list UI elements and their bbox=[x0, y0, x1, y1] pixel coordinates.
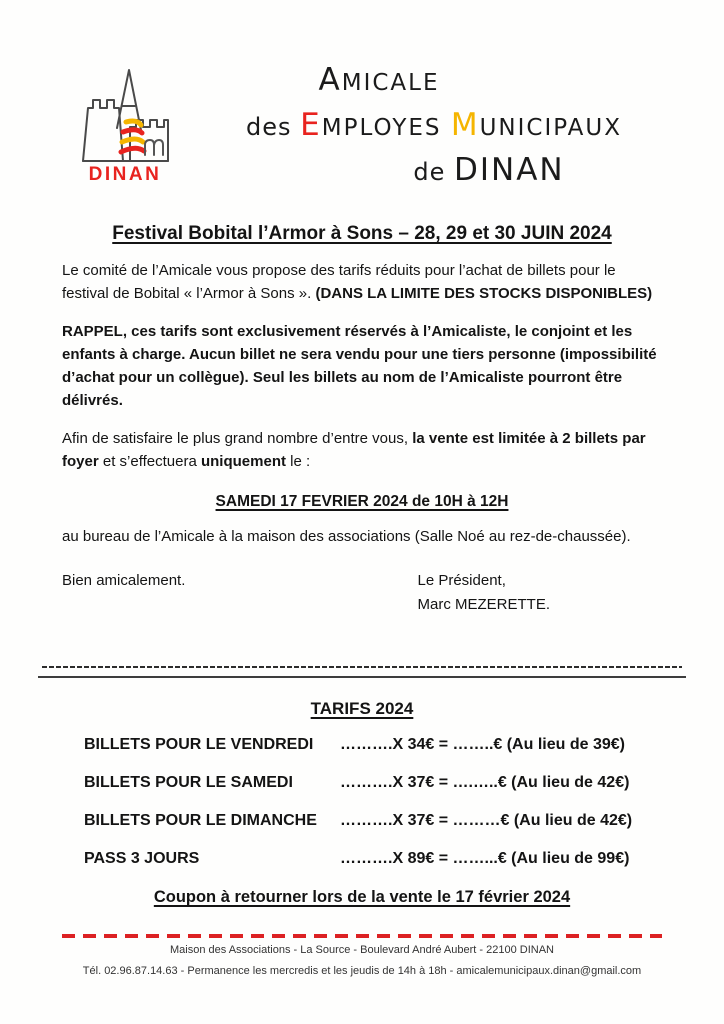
closing-text: Bien amicalement. bbox=[62, 572, 186, 590]
tarif-label: BILLETS POUR LE DIMANCHE bbox=[84, 812, 317, 830]
limite-text-1: Afin de satisfaire le plus grand nombre d’entre vous, bbox=[62, 429, 413, 447]
org-title-line2-prefix: des bbox=[246, 113, 301, 141]
tarif-value: ……….X 89€ = ……...€ (Au lieu de 99€) bbox=[340, 850, 630, 868]
org-title-line2-e-initial: E bbox=[300, 107, 322, 143]
tarif-label: BILLETS POUR LE SAMEDI bbox=[84, 774, 293, 792]
flame-stripes-icon bbox=[121, 121, 144, 152]
limite-bold-2: uniquement bbox=[200, 452, 286, 470]
footer-red-dashed-line bbox=[62, 934, 662, 938]
org-title-line1 bbox=[117, 60, 641, 105]
sale-date-line bbox=[0, 493, 724, 511]
org-title-line3-prefix: de bbox=[413, 158, 455, 186]
limite-bold-1: la vente est limitée à 2 billets par foyer bbox=[62, 429, 646, 470]
intro-text: Le comité de l’Amicale vous propose des tarifs réduits pour l’achat de billets pour le festival de Bobital « l’Armor à Sons ». bbox=[62, 262, 616, 302]
limite-paragraph bbox=[62, 428, 662, 474]
signature-block bbox=[417, 569, 550, 617]
intro-paragraph bbox=[62, 260, 662, 306]
coupon-text: Coupon à retourner lors de la vente le 17 février 2024 bbox=[153, 888, 571, 907]
org-title-line2-m-initial: M bbox=[450, 107, 480, 143]
tarif-value: ……….X 34€ = ……..€ (Au lieu de 39€) bbox=[340, 736, 625, 754]
page-footer bbox=[0, 934, 724, 980]
org-title bbox=[172, 60, 696, 195]
divider-solid-line bbox=[38, 676, 686, 678]
org-title-line3-dinan: DINAN bbox=[454, 152, 565, 188]
rappel-paragraph: RAPPEL, ces tarifs sont exclusivement réservés à l’Amicaliste, le conjoint et les enfants à charge. Aucun billet ne sera vendu pour une tiers personne (impossibilité d’achat pour un collègue). Seul les billets au nom de l’Amicaliste pourront être délivrés. bbox=[62, 322, 657, 409]
closing-row bbox=[62, 569, 662, 617]
org-title-line3 bbox=[227, 150, 724, 195]
tarif-row-pass3jours bbox=[84, 847, 724, 871]
footer-contact: Tél. 02.96.87.14.63 - Permanence les mercredis et les jeudis de 14h à 18h - amicalemunicipaux.dinan@gmail.com bbox=[82, 965, 642, 978]
page-title bbox=[0, 223, 724, 245]
tarif-value: ……….X 37€ = ………€ (Au lieu de 42€) bbox=[340, 812, 633, 830]
location-paragraph: au bureau de l’Amicale à la maison des associations (Salle Noé au rez-de-chaussée). bbox=[62, 527, 631, 545]
org-title-line1-rest: MICALE bbox=[341, 70, 440, 96]
tarifs-section bbox=[0, 699, 724, 907]
signature-role: Le Président, bbox=[417, 572, 506, 590]
limite-text-3: le : bbox=[285, 452, 311, 470]
sale-date-text: SAMEDI 17 FEVRIER 2024 de 10H à 12H bbox=[215, 492, 509, 510]
intro-stock-warning: (DANS LA LIMITE DES STOCKS DISPONIBLES) bbox=[315, 284, 653, 302]
tarif-label: PASS 3 JOURS bbox=[84, 850, 200, 868]
m-glyph-icon bbox=[145, 140, 163, 155]
footer-address: Maison des Associations - La Source - Boulevard André Aubert - 22100 DINAN bbox=[170, 944, 554, 957]
signature-name: Marc MEZERETTE. bbox=[417, 596, 550, 614]
org-title-line2 bbox=[172, 105, 696, 150]
tarifs-heading-text: TARIFS 2024 bbox=[310, 699, 414, 719]
tarifs-heading bbox=[0, 699, 724, 719]
dinan-wordmark: DINAN bbox=[88, 164, 162, 185]
tarif-row-samedi bbox=[84, 771, 724, 795]
divider-dashed-line bbox=[42, 666, 682, 668]
page-title-text: Festival Bobital l’Armor à Sons – 28, 29 et 30 JUIN 2024 bbox=[112, 223, 612, 244]
tarif-row-dimanche bbox=[84, 809, 724, 833]
tarif-value: ……….X 37€ = ….…..€ (Au lieu de 42€) bbox=[340, 774, 630, 792]
org-title-line2-municipaux: UNICIPAUX bbox=[479, 115, 622, 141]
tarif-row-vendredi bbox=[84, 733, 724, 757]
coupon-line bbox=[0, 888, 724, 907]
masthead bbox=[0, 0, 724, 195]
org-title-line2-employes: MPLOYES bbox=[321, 115, 451, 141]
limite-text-2: et s’effectuera bbox=[98, 452, 201, 470]
org-title-line1-initial: A bbox=[318, 62, 342, 98]
tarif-label: BILLETS POUR LE VENDREDI bbox=[84, 736, 314, 754]
